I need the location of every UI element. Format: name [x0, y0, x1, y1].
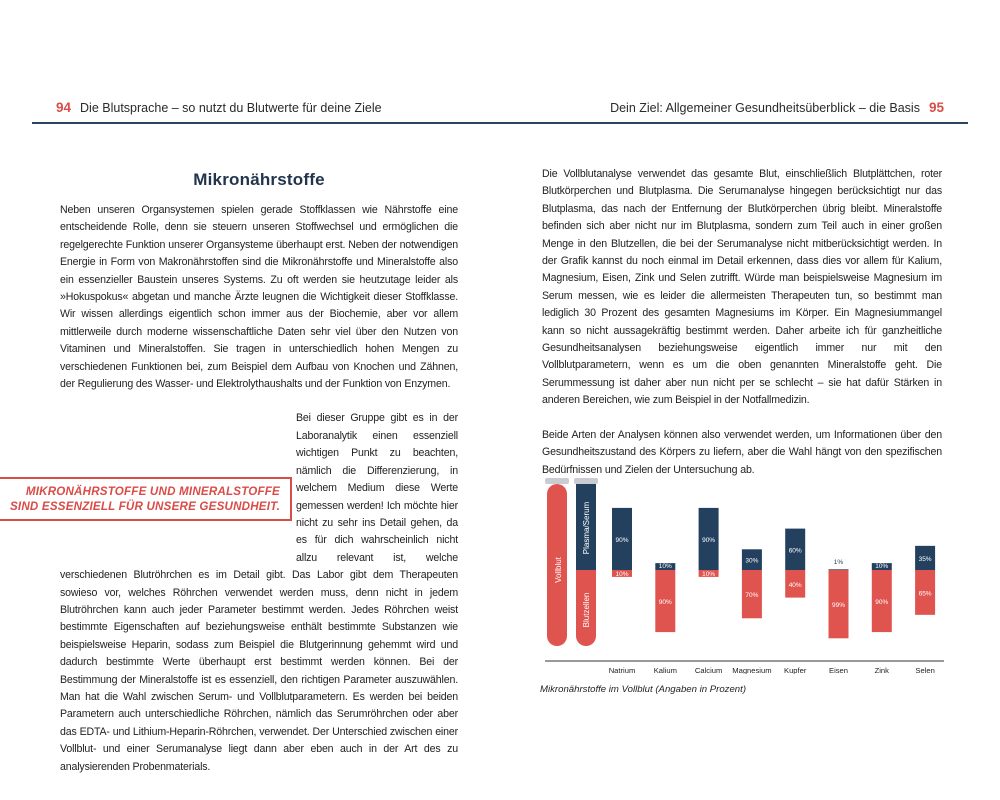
- label-cells-kalium: 90%: [658, 599, 672, 607]
- left-page-number: 94: [56, 100, 72, 115]
- left-paragraph-1: Neben unseren Organsystemen spielen gerade Stoffklassen wie Nährstoffe eine entscheidende Rolle, denn sie steuern unseren Stoffwechsel und ermöglichen die regelgerechte Funktion unserer Organsysteme überhaupt erst. Neben der notwendigen Energie in Form von Makronährstoffen sind die Mikronährstoffe und Mineralstoffe also ein essenzieller Baustein unseres Systems. Zu oft werden sie heutzutage leider als »Hokuspokus« abgetan und manche Ärzte leugnen die Wichtigkeit dieser Stoffklasse. Wir wissen allerdings eigentlich schon immer aus der Biochemie, aber vor allem mittlerweile durch moderne wissenschaftliche Daten sehr viel über den Nutzen von Vitaminen und Mineralstoffen. Sie tragen in unterschiedlich hohen Mengen zu verschiedenen Funktionen bei, zum Beispiel dem Aufbau von Knochen und Zähnen, der Regulierung des Wasser- und Elektrolythaushalts und der Funktion von Enzymen.: [60, 204, 458, 391]
- left-paragraph-2: [60, 410, 458, 776]
- header-left: [56, 100, 382, 115]
- tube-cap-separated: [574, 478, 598, 484]
- tube-cells-top: [576, 570, 596, 580]
- tube-label-cells: Blutzellen: [582, 592, 591, 628]
- label-cells-kupfer: 40%: [788, 581, 802, 589]
- mineral-chart: [540, 474, 944, 674]
- category-label-zink: Zink: [874, 666, 889, 674]
- label-cells-natrium: 10%: [615, 571, 629, 578]
- tube-label-whole: Vollblut: [554, 557, 563, 583]
- right-page-number: 95: [928, 100, 944, 115]
- left-running-title: Die Blutsprache – so nutzt du Blutwerte für deine Ziele: [80, 101, 382, 115]
- right-paragraph-2: Beide Arten der Analysen können also verwendet werden, um Informationen über den Gesundheitszustand des Körpers zu liefern, aber die Wahl hängt von den spezifischen Bedürfnissen und Zielen der Untersuchung ab.: [542, 428, 942, 476]
- bar-plasma-eisen: [829, 569, 849, 570]
- category-label-calcium: Calcium: [694, 666, 723, 674]
- label-cells-magnesium: 70%: [745, 592, 759, 600]
- pull-quote-line-1: MIKRONÄHRSTOFFE UND MINERALSTOFFE: [25, 485, 280, 498]
- label-cells-calcium: 10%: [702, 571, 716, 578]
- page-header: [32, 96, 968, 124]
- pull-quote-text: [10, 484, 280, 514]
- right-paragraph-1: Die Vollblutanalyse verwendet das gesamte Blut, einschließlich Blutplättchen, roter Blutkörperchen und Blutplasma. Die Serumanalyse hingegen berücksichtigt nur das Blutplasma, das nach der Entfernung der Blutkörperchen übrig bleibt. Mineralstoffe befinden sich aber nicht nur im Blutplasma, sondern zum Teil auch in einer großen Menge in den Blutzellen, die bei der Serumanalyse nicht mitberücksichtigt werden. In der Grafik kannst du noch einmal im Detail erkennen, dass dies vor allem für Kalium, Magnesium, Eisen, Zink und Selen zutrifft. Würde man beispielsweise Magnesium im Serum messen, wie es leider die allermeisten Therapeuten tun, so bestimmt man lediglich 30 Prozent des gesamten Magnesiums im Körper. Ein Magnesiummangel kann so nicht aussagekräftig bestimmt werden. Daher arbeite ich für ganzheitliche Gesundheitsanalysen beziehungsweise eigentlich immer nur mit den Vollblutparametern, wenn es um die oben genannten Mineralstoffe geht. Die Serummessung ist daher aber nun nicht per se schlecht – sie hat dafür Stärken in anderen Bereichen, wie zum Beispiel in der Notfallmedizin.: [542, 168, 942, 407]
- label-plasma-calcium: 90%: [702, 536, 716, 544]
- label-plasma-natrium: 90%: [615, 536, 629, 544]
- pull-quote: [0, 477, 292, 521]
- left-paragraph-2-wrap: [60, 410, 458, 776]
- label-plasma-kupfer: 60%: [788, 547, 802, 555]
- category-label-kupfer: Kupfer: [784, 666, 807, 674]
- category-label-eisen: Eisen: [829, 666, 848, 674]
- label-cells-eisen: 99%: [831, 602, 846, 610]
- right-column: [542, 166, 942, 479]
- left-column: [60, 170, 458, 776]
- category-label-magnesium: Magnesium: [732, 666, 772, 674]
- label-plasma-selen: 35%: [918, 555, 932, 563]
- section-heading: Mikronährstoffe: [193, 170, 325, 189]
- category-label-selen: Selen: [915, 666, 935, 674]
- label-plasma-magnesium: 30%: [745, 557, 759, 565]
- pull-quote-line-2: SIND ESSENZIELL FÜR UNSERE GESUNDHEIT.: [10, 500, 280, 513]
- category-label-kalium: Kalium: [653, 666, 677, 674]
- mineral-chart-svg: [540, 474, 944, 674]
- chart-caption: Mikronährstoffe im Vollblut (Angaben in Prozent): [540, 684, 747, 695]
- label-plasma-eisen: 1%: [833, 559, 844, 566]
- category-label-natrium: Natrium: [608, 666, 636, 674]
- header-right: [610, 100, 944, 115]
- label-cells-selen: 65%: [918, 590, 932, 598]
- label-plasma-kalium: 10%: [658, 563, 672, 570]
- right-running-title: Dein Ziel: Allgemeiner Gesundheitsüberblick – die Basis: [610, 101, 920, 115]
- tube-cap-whole: [545, 478, 569, 484]
- left-paragraph-2-text: Bei dieser Gruppe gibt es in der Laboranalytik einen essenziell wichtigen Punkt zu beachten, nämlich die Differenzierung, in welchem Medium diese Werte gemessen werden! Ich möchte hier nicht zu sehr ins Detail gehen, da es für dich wahrscheinlich nicht allzu relevant ist, welche verschiedenen Blutröhrchen es im Detail gibt. Das Labor gibt dem Therapeuten sowieso vor, welches Röhrchen verwendet werden muss, denn nicht in jedem Blutröhrchen kann auch jeder Parameter bestimmt werden. Jedes Röhrchen weist bestimmte Eigenschaften auf beziehungsweise enthält bestimmte Substanzen wie beispielsweise Heparin, sodass zum Beispiel die Blutgerinnung gehemmt wird und dadurch bestimmte Werte überhaupt erst bestimmt werden können. Bei der Bestimmung der Mineralstoffe ist es essenziell, den richtigen Parameter auszuwählen. Man hat die Wahl zwischen Serum- und Vollblutparametern. Es werden bei beiden Parametern auch unterschiedliche Röhrchen, nämlich das Serumröhrchen oder aber das EDTA- und Lithium-Heparin-Röhrchen, verwendet. Der Unterschied zwischen einer Vollblut- und einer Serumanalyse liegt dann aber eben auch in der Art des zu analysierenden Probenmaterials.: [60, 412, 458, 773]
- tube-label-plasma: Plasma/Serum: [582, 501, 591, 555]
- label-cells-zink: 90%: [875, 599, 889, 607]
- label-plasma-zink: 10%: [875, 563, 889, 570]
